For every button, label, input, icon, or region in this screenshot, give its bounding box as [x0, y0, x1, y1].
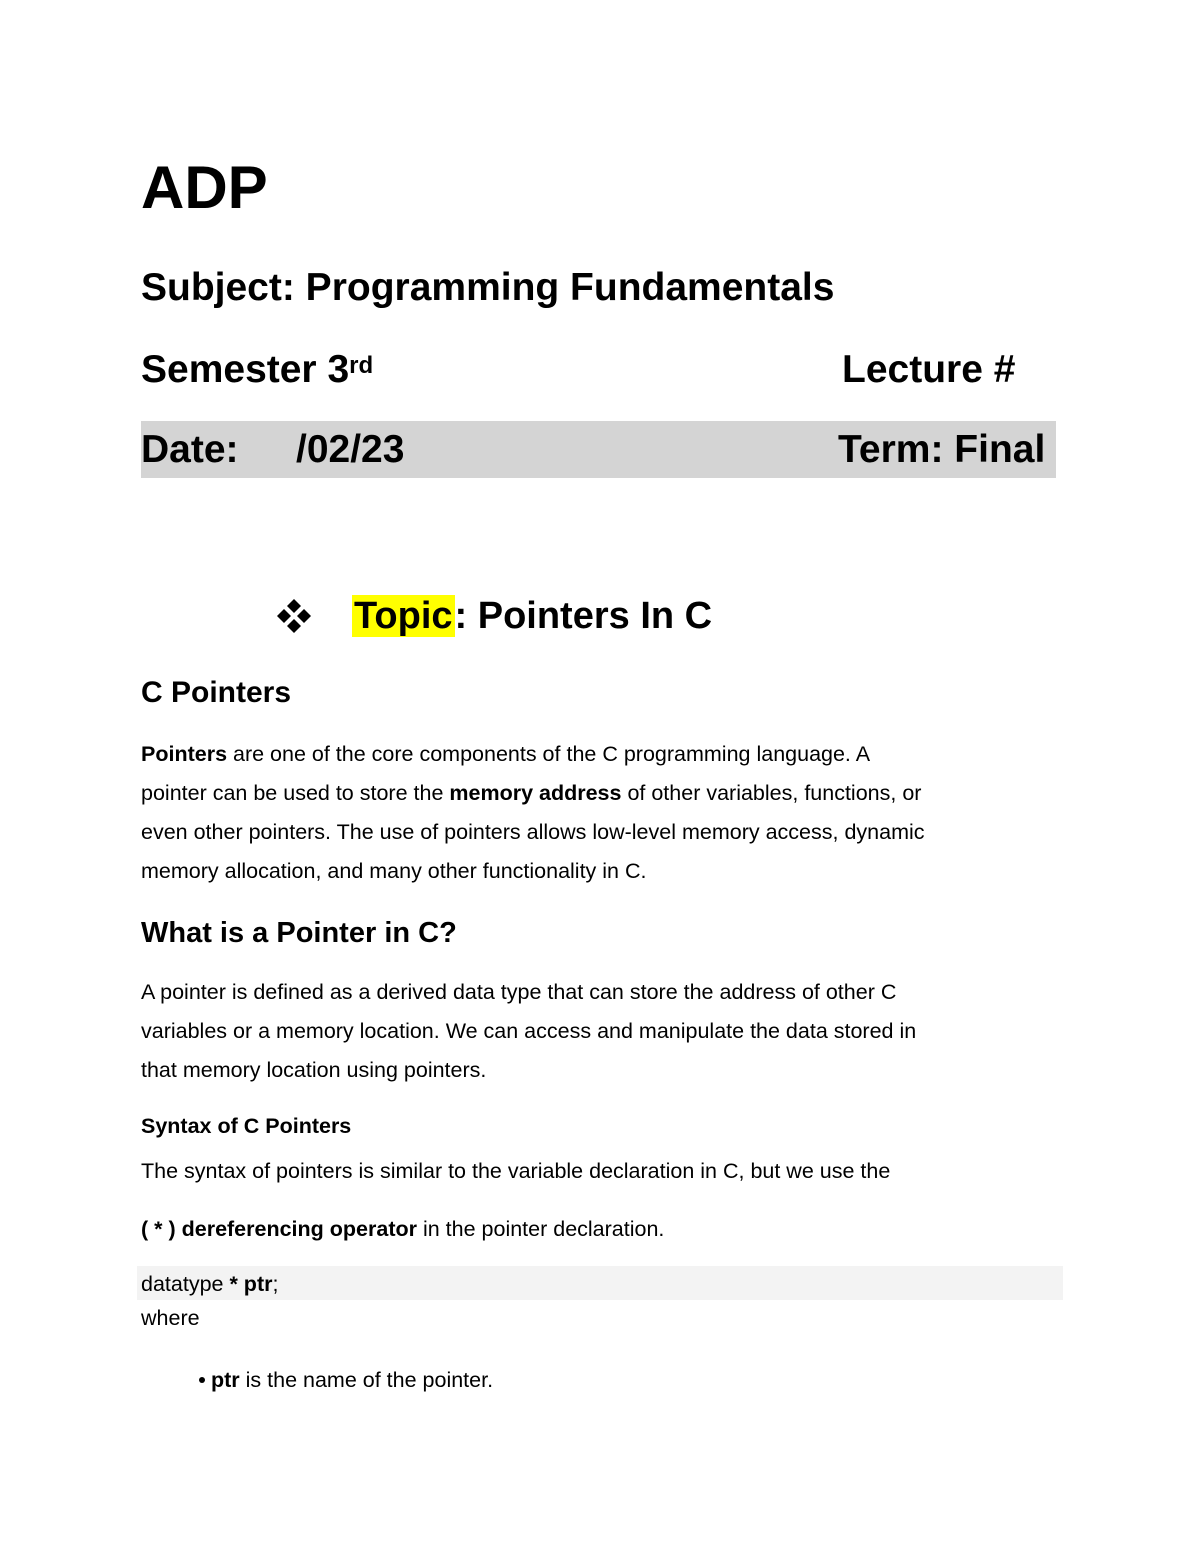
line-text: is the name of the pointer.	[239, 1368, 494, 1392]
document-title: ADP	[141, 154, 268, 221]
code-line	[141, 1267, 278, 1301]
paragraph-line	[141, 735, 925, 774]
code-semicolon: ;	[272, 1272, 279, 1296]
line-text: in the pointer declaration.	[416, 1217, 665, 1241]
line-text: of other variables, functions, or	[621, 781, 922, 805]
list-item	[199, 1363, 493, 1397]
topic-highlight: Topic	[354, 595, 453, 637]
four-diamond-bullet-icon	[274, 596, 314, 636]
code-pointer: * ptr	[229, 1272, 273, 1296]
list-item-text	[211, 1363, 493, 1397]
dereference-operator: ( * ) dereferencing operator	[141, 1217, 417, 1241]
date-value: /02/23	[296, 428, 405, 471]
bullet-dot-icon	[199, 1377, 205, 1383]
bold-term: memory address	[449, 781, 622, 805]
bold-term: Pointers	[141, 742, 228, 766]
paragraph-line	[141, 852, 925, 891]
where-text: where	[141, 1306, 200, 1330]
paragraph-line: A pointer is defined as a derived data type that can store the address of other C	[141, 980, 897, 1004]
paragraph-line	[141, 813, 925, 852]
line-text: pointer can be used to store the	[141, 781, 450, 805]
semester-superscript: rd	[349, 352, 374, 379]
paragraph-line	[141, 774, 925, 813]
syntax-heading: Syntax of C Pointers	[141, 1114, 352, 1138]
line-text: even other pointers. The use of pointers allows low-level memory access, dynamic	[141, 820, 925, 844]
topic-heading	[274, 588, 712, 644]
paragraph-line: that memory location using pointers.	[141, 1058, 487, 1082]
paragraph-line: variables or a memory location. We can access and manipulate the data stored in	[141, 1019, 917, 1043]
date-label: Date:	[141, 428, 239, 471]
c-pointers-paragraph	[141, 735, 925, 891]
lecture-number: Lecture #	[842, 348, 1016, 391]
term-label: Term: Final	[838, 428, 1046, 471]
what-is-pointer-heading: What is a Pointer in C?	[141, 917, 457, 949]
topic-text	[352, 588, 712, 644]
syntax-paragraph: The syntax of pointers is similar to the variable declaration in C, but we use the	[141, 1159, 891, 1183]
line-text: memory allocation, and many other functionality in C.	[141, 859, 647, 883]
line-text: are one of the core components of the C programming language. A	[227, 742, 871, 766]
topic-title: : Pointers In C	[454, 595, 713, 637]
ptr-term: ptr	[211, 1368, 240, 1392]
dereference-line	[141, 1210, 664, 1249]
subject-line: Subject: Programming Fundamentals	[141, 266, 835, 309]
code-type: datatype	[141, 1272, 230, 1296]
what-is-pointer-paragraph	[141, 973, 916, 1090]
semester-label: Semester 3	[141, 348, 350, 391]
semester-line	[141, 344, 373, 396]
c-pointers-heading: C Pointers	[141, 676, 292, 709]
